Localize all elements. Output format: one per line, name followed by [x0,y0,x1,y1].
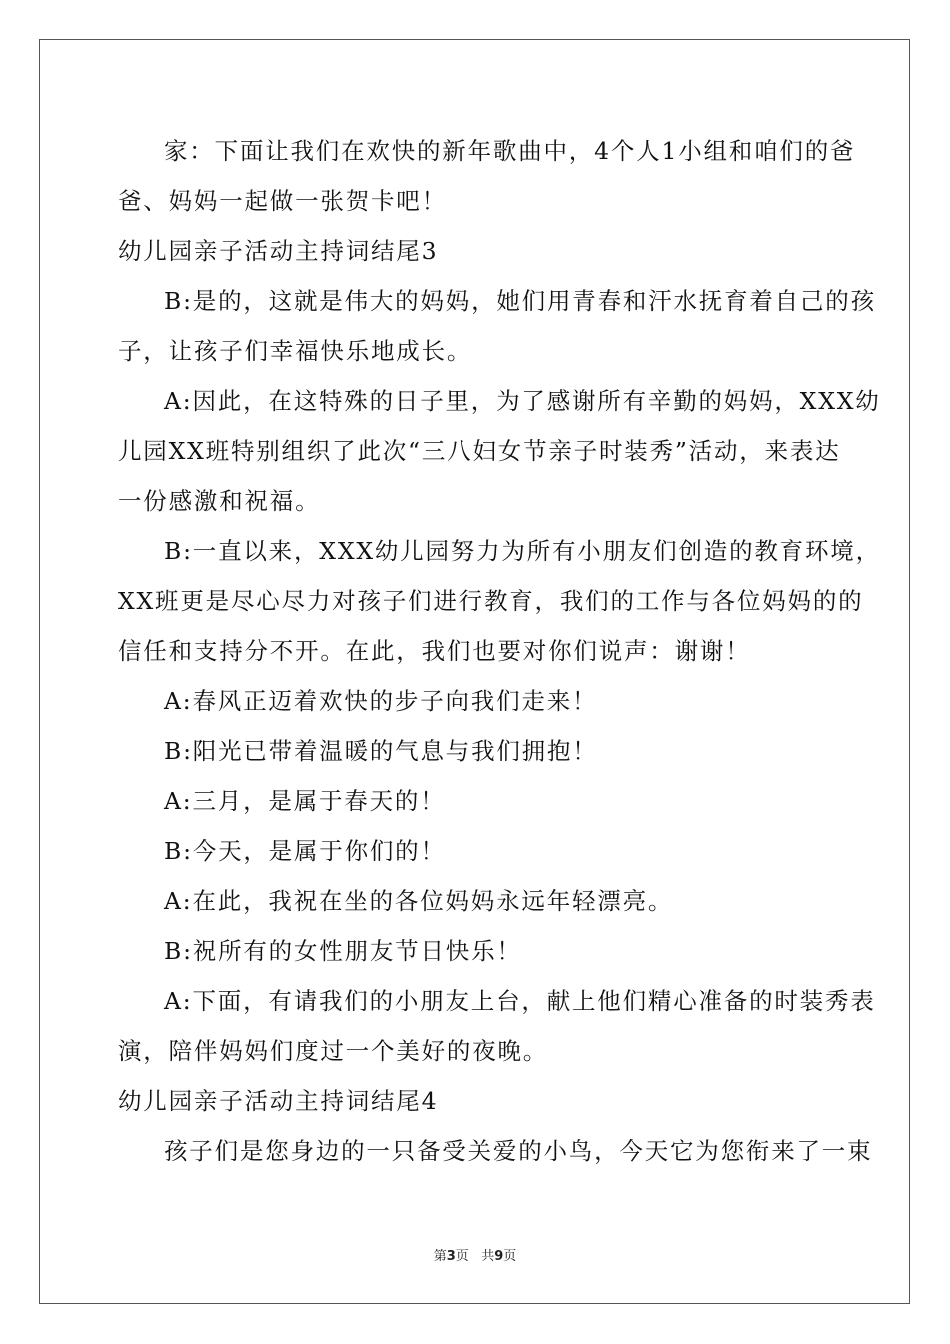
page-footer [0,1245,950,1264]
footer-total-prefix: 共 [481,1249,495,1264]
text-line: 子，让孩子们幸福快乐地成长。 [118,337,473,365]
text-line: 幼儿园亲子活动主持词结尾4 [118,1087,439,1115]
text-line: B:今天，是属于你们的！ [164,837,446,865]
text-line: 演，陪伴妈妈们度过一个美好的夜晚。 [118,1037,549,1065]
text-line: 儿园XX班特别组织了此次“三八妇女节亲子时装秀”活动，来表达 [118,437,841,465]
footer-page-suffix: 页 [455,1249,469,1264]
text-line: A:因此，在这特殊的日子里，为了感谢所有辛勤的妈妈，XXX幼 [164,387,881,415]
footer-page-prefix: 第 [433,1249,447,1264]
text-line: 孩子们是您身边的一只备受关爱的小鸟，今天它为您衔来了一束 [164,1137,873,1165]
document-body [118,126,881,1176]
footer-total-suffix: 页 [503,1249,517,1264]
text-line: B:一直以来，XXX幼儿园努力为所有小朋友们创造的教育环境， [164,537,881,565]
text-line: 幼儿园亲子活动主持词结尾3 [118,237,439,265]
text-line: A:春风正迈着欢快的步子向我们走来！ [164,687,598,715]
footer-total-pages: 9 [494,1249,504,1264]
text-line: B:是的，这就是伟大的妈妈，她们用青春和汗水抚育着自己的孩 [164,287,876,315]
text-line: 爸、妈妈一起做一张贺卡吧！ [118,187,447,215]
text-line: 信任和支持分不开。在此，我们也要对你们说声：谢谢！ [118,637,751,665]
footer-page-number: 3 [446,1249,456,1264]
text-line: 家：下面让我们在欢快的新年歌曲中，4个人1小组和咱们的爸 [164,137,856,165]
text-line: A:在此，我祝在坐的各位妈妈永远年轻漂亮。 [164,887,674,915]
text-line: B:祝所有的女性朋友节日快乐！ [164,937,522,965]
text-line: A:三月，是属于春天的！ [164,787,446,815]
text-line: XX班更是尽心尽力对孩子们进行教育，我们的工作与各位妈妈的的 [118,587,864,615]
text-line: B:阳光已带着温暖的气息与我们拥抱！ [164,737,598,765]
text-line: 一份感激和祝福。 [118,487,321,515]
text-line: A:下面，有请我们的小朋友上台，献上他们精心准备的时装秀表 [164,987,876,1015]
